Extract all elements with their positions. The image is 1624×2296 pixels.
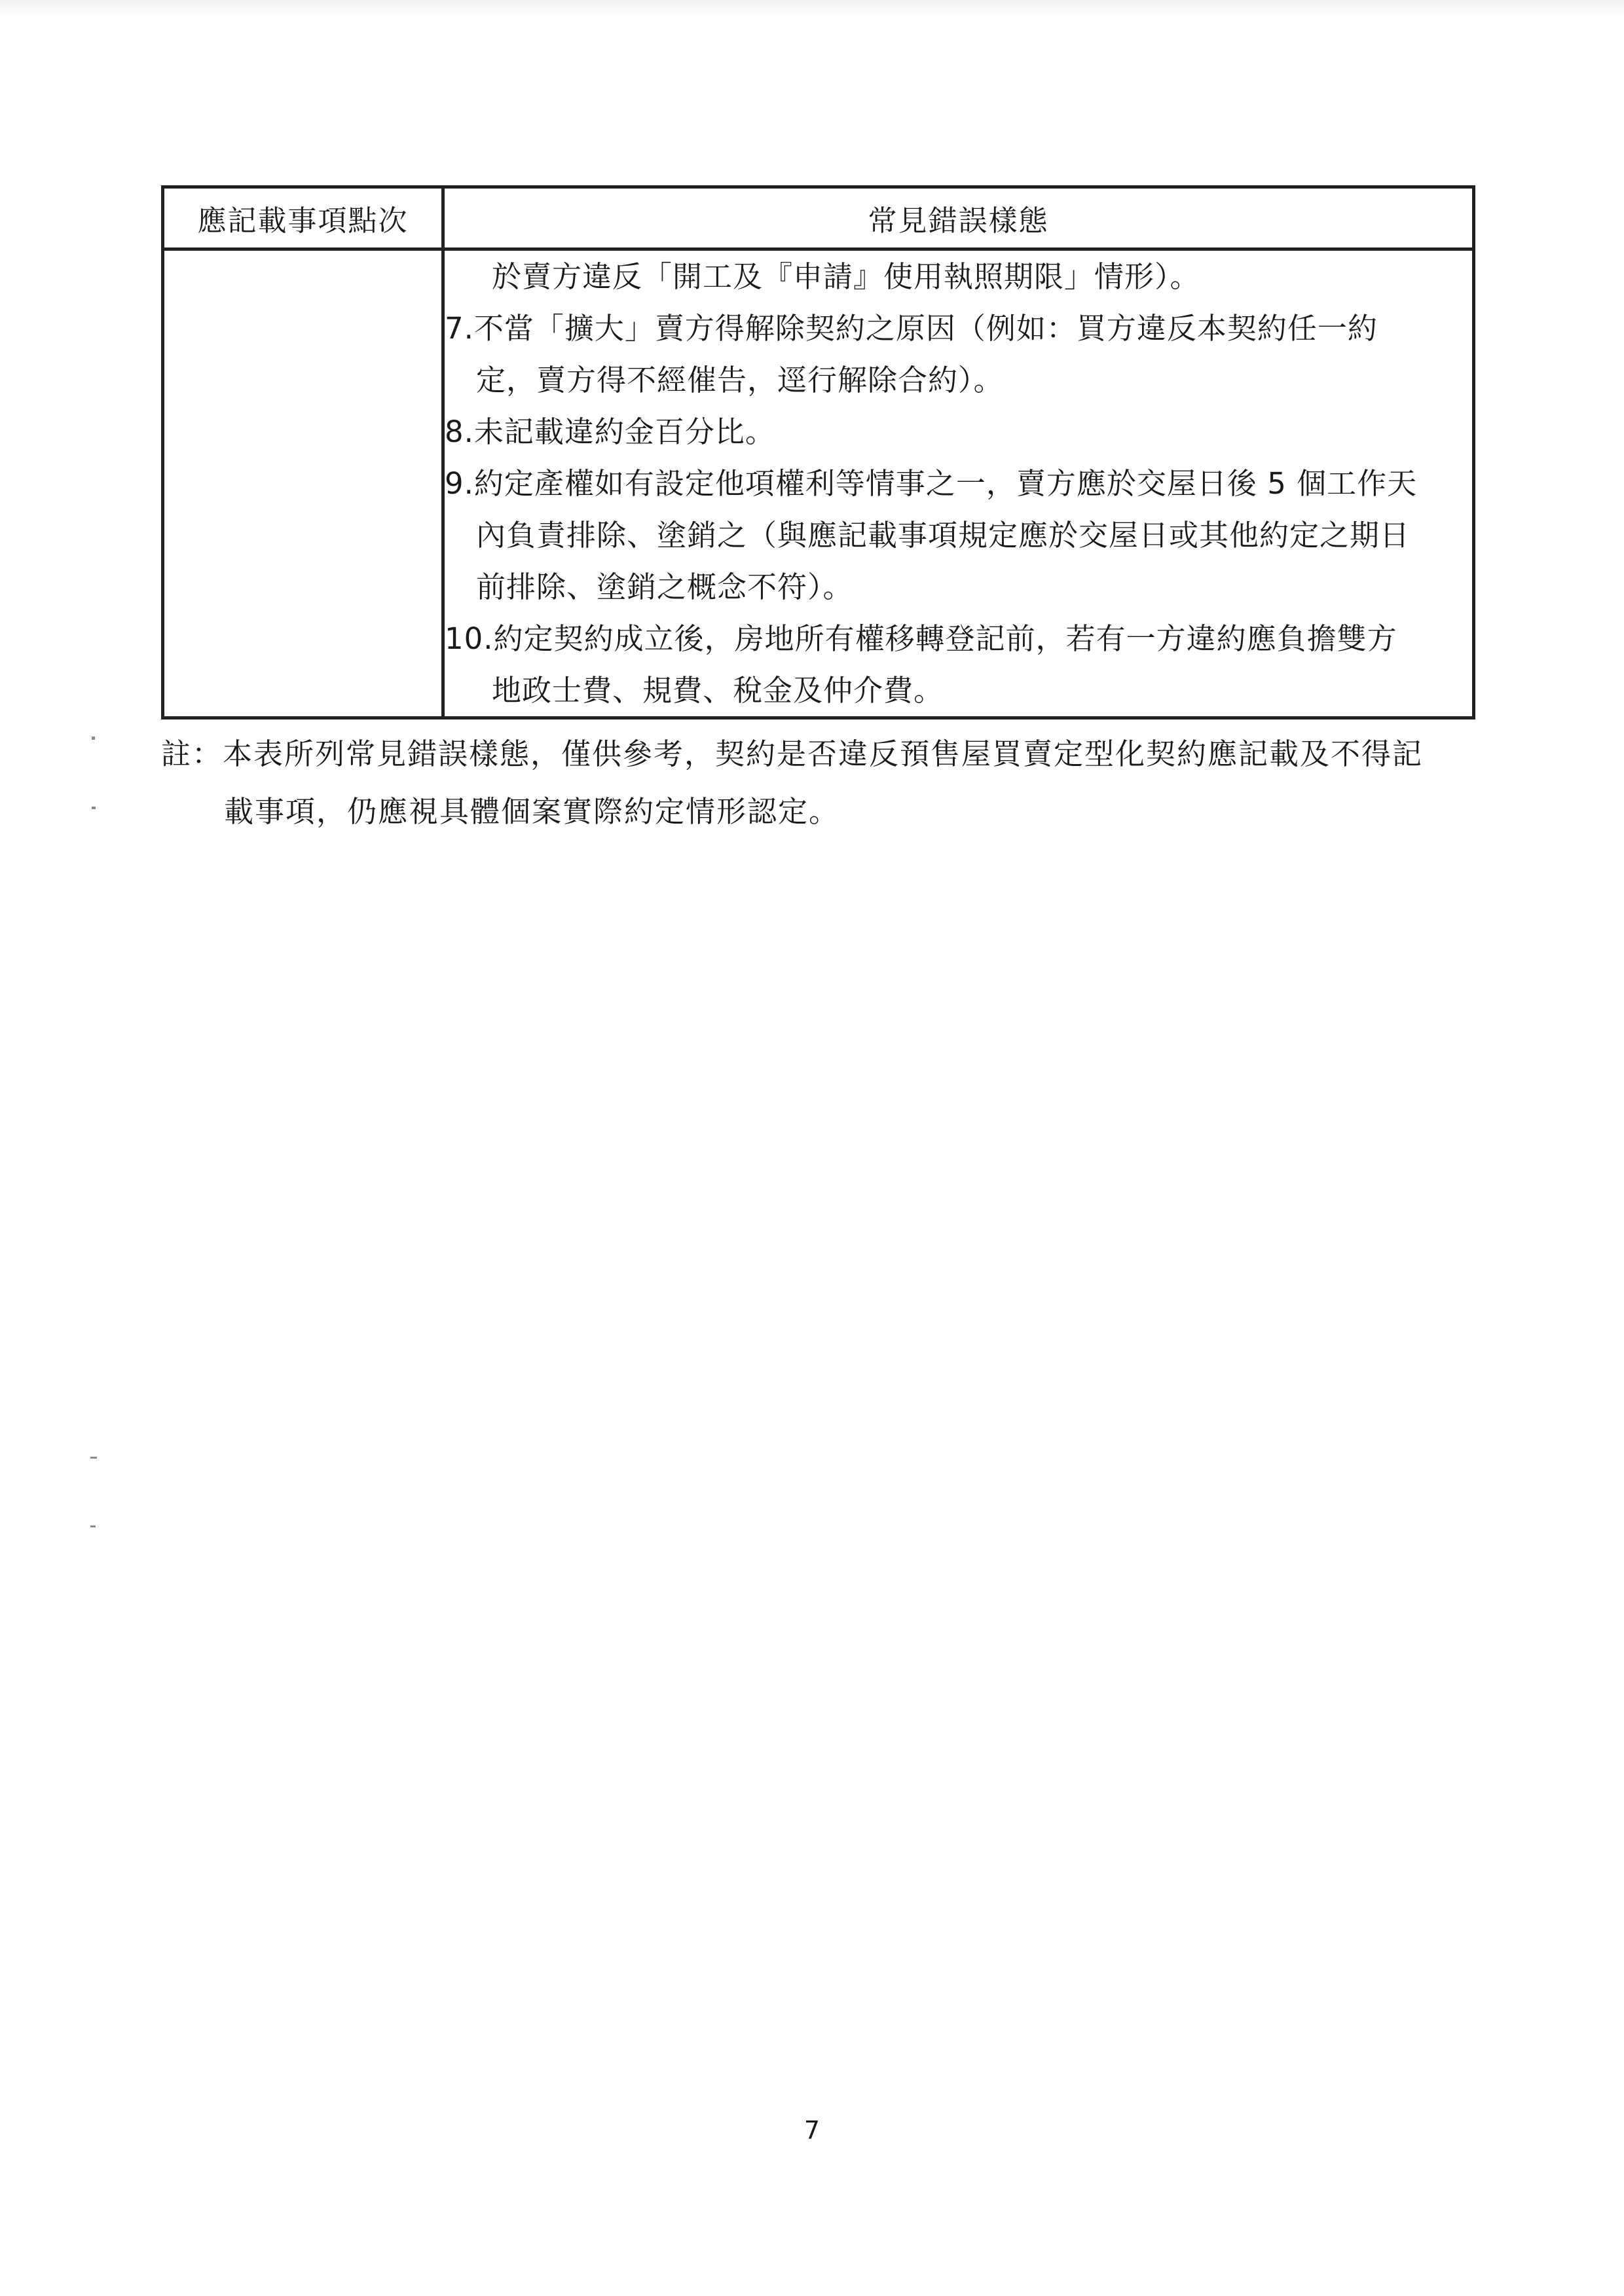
list-item-9: 9.約定產權如有設定他項權利等情事之一，賣方應於交屋日後 5 個工作天 — [445, 466, 1418, 501]
scan-speck — [92, 807, 96, 809]
list-item-continuation: 於賣方違反「開工及『申請』使用執照期限」情形）。 — [492, 259, 1200, 294]
table-row — [163, 249, 1474, 718]
list-item-7: 7.不當「擴大」賣方得解除契約之原因（例如：買方違反本契約任一約 — [445, 311, 1378, 346]
header-error-types: 常見錯誤樣態 — [443, 187, 1474, 249]
footnote-line: 載事項，仍應視具體個案實際約定情形認定。 — [224, 794, 840, 829]
list-item-continuation: 前排除、塗銷之概念不符）。 — [476, 570, 853, 604]
list-item-10: 10.約定契約成立後，房地所有權移轉登記前，若有一方違約應負擔雙方 — [445, 621, 1397, 656]
error-types-cell — [443, 249, 1474, 718]
list-item-8: 8.未記載違約金百分比。 — [445, 414, 775, 449]
footnote — [161, 725, 1484, 841]
scan-speck — [92, 737, 95, 740]
list-item-continuation: 內負責排除、塗銷之（與應記載事項規定應於交屋日或其他約定之期日 — [476, 518, 1411, 553]
page-number: 7 — [803, 2116, 821, 2145]
header-item-number: 應記載事項點次 — [163, 187, 443, 249]
scan-edge-shade — [0, 0, 1624, 18]
item-number-cell — [163, 249, 443, 718]
common-errors-table — [161, 185, 1475, 720]
list-item-continuation: 地政士費、規費、稅金及仲介費。 — [492, 673, 944, 708]
scan-speck — [90, 1457, 97, 1459]
list-item-continuation: 定，賣方得不經催告，逕行解除合約）。 — [476, 363, 1004, 397]
table-header-row — [163, 187, 1474, 249]
scan-speck — [90, 1525, 96, 1527]
footnote-line: 註：本表所列常見錯誤樣態，僅供參考，契約是否違反預售屋買賣定型化契約應記載及不得記 — [161, 737, 1424, 771]
